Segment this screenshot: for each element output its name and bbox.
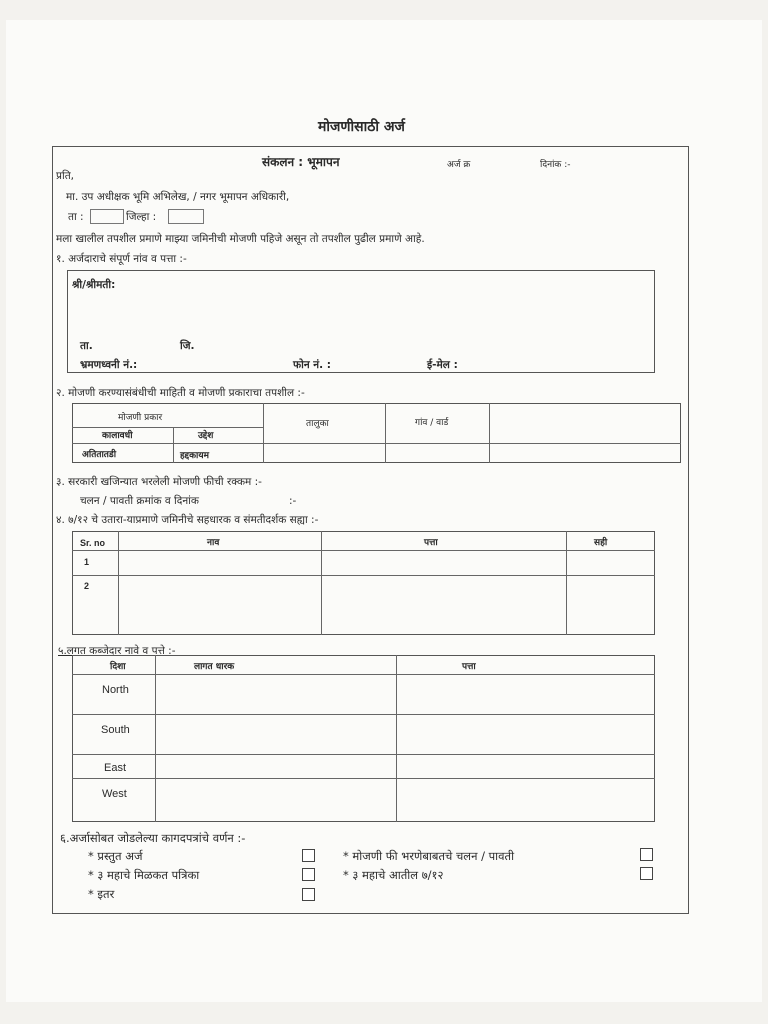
west-label: West bbox=[102, 788, 127, 800]
sankalan-label: संकलन : भूमापन bbox=[262, 155, 340, 169]
challan-colon: :- bbox=[289, 495, 297, 507]
section-3-heading: ३. सरकारी खजिन्यात भरलेली मोजणी फीची रक्कम :- bbox=[56, 476, 262, 488]
district-field[interactable] bbox=[168, 209, 204, 224]
email-label: ई-मेल : bbox=[427, 359, 458, 371]
taluka-header: तालुका bbox=[306, 419, 329, 429]
application-number-label: अर्ज क्र bbox=[447, 160, 471, 170]
addressee-line: मा. उप अधीक्षक भूमि अभिलेख, / नगर भूमापन अधिकारी, bbox=[66, 191, 290, 203]
applicant-district-label: जि. bbox=[180, 340, 195, 352]
doc-fee-challan-checkbox[interactable] bbox=[640, 848, 653, 861]
direction-header: दिशा bbox=[110, 662, 126, 672]
east-label: East bbox=[104, 762, 127, 774]
date-label: दिनांक :- bbox=[540, 160, 571, 170]
section-2-heading: २. मोजणी करण्यासंबंधीची माहिती व मोजणी प्रकाराचा तपशील :- bbox=[56, 387, 305, 399]
duration-header: कालावधी bbox=[102, 431, 133, 441]
phone-label: फोन नं. : bbox=[293, 359, 331, 371]
doc-property-card: * ३ महाचे मिळकत पत्रिका bbox=[88, 868, 200, 882]
south-label: South bbox=[101, 724, 130, 736]
section-1-heading: १. अर्जदाराचे संपूर्ण नांव व पत्ता :- bbox=[56, 253, 187, 265]
doc-application: * प्रस्तुत अर्ज bbox=[88, 849, 143, 863]
form-title: मोजणीसाठी अर्ज bbox=[318, 119, 405, 135]
urgent-value: अतितातडी bbox=[82, 450, 117, 460]
doc-satbara: * ३ महाचे आतील ७/१२ bbox=[343, 868, 444, 882]
doc-other: * इतर bbox=[88, 887, 115, 901]
applicant-taluka-label: ता. bbox=[80, 340, 93, 352]
boundary-value: हद्दकायम bbox=[180, 451, 209, 461]
neighbours-table bbox=[72, 655, 655, 822]
district-label: जिल्हा : bbox=[126, 211, 157, 223]
doc-application-checkbox[interactable] bbox=[302, 849, 315, 862]
taluka-field[interactable] bbox=[90, 209, 124, 224]
survey-type-header: मोजणी प्रकार bbox=[118, 413, 163, 423]
row-1-serial: 1 bbox=[84, 557, 90, 567]
doc-satbara-checkbox[interactable] bbox=[640, 867, 653, 880]
village-header: गांव / वार्ड bbox=[415, 418, 449, 428]
mobile-label: भ्रमणध्वनी नं.: bbox=[80, 359, 138, 371]
applicant-box[interactable] bbox=[67, 270, 655, 373]
serial-header: Sr. no bbox=[80, 538, 106, 548]
section-4-heading: ४. ७/१२ चे उतारा-याप्रमाणे जमिनीचे सहधारक व संमतीदर्शक सह्या :- bbox=[56, 514, 319, 526]
taluka-label: ता : bbox=[68, 211, 84, 223]
prati-label: प्रति, bbox=[56, 170, 75, 182]
coholders-table bbox=[72, 531, 655, 635]
applicant-name-label: श्री/श्रीमती: bbox=[72, 279, 116, 291]
section-5-heading: ५.लगत कब्जेदार नावे व पत्ते :- bbox=[58, 645, 176, 657]
challan-label: चलन / पावती क्रमांक व दिनांक bbox=[80, 495, 199, 507]
doc-fee-challan: * मोजणी फी भरणेबाबतचे चलन / पावती bbox=[343, 849, 515, 863]
address-header: पत्ता bbox=[424, 538, 438, 548]
doc-property-card-checkbox[interactable] bbox=[302, 868, 315, 881]
purpose-header: उद्देश bbox=[198, 431, 214, 441]
neighbour-header: लागत धारक bbox=[194, 662, 235, 672]
name-header: नाव bbox=[207, 538, 220, 548]
north-label: North bbox=[102, 684, 129, 696]
intro-text: मला खालील तपशील प्रमाणे माझ्या जमिनीची मोजणी पहिजे असून तो तपशील पुढील प्रमाणे आहे. bbox=[56, 233, 425, 245]
signature-header: सही bbox=[594, 538, 608, 548]
section-6-heading: ६.अर्जासोबत जोडलेल्या कागदपत्रांचे वर्णन :- bbox=[60, 831, 246, 845]
row-2-serial: 2 bbox=[84, 581, 90, 591]
survey-type-table bbox=[72, 403, 681, 463]
neighbour-address-header: पत्ता bbox=[462, 662, 476, 672]
doc-other-checkbox[interactable] bbox=[302, 888, 315, 901]
